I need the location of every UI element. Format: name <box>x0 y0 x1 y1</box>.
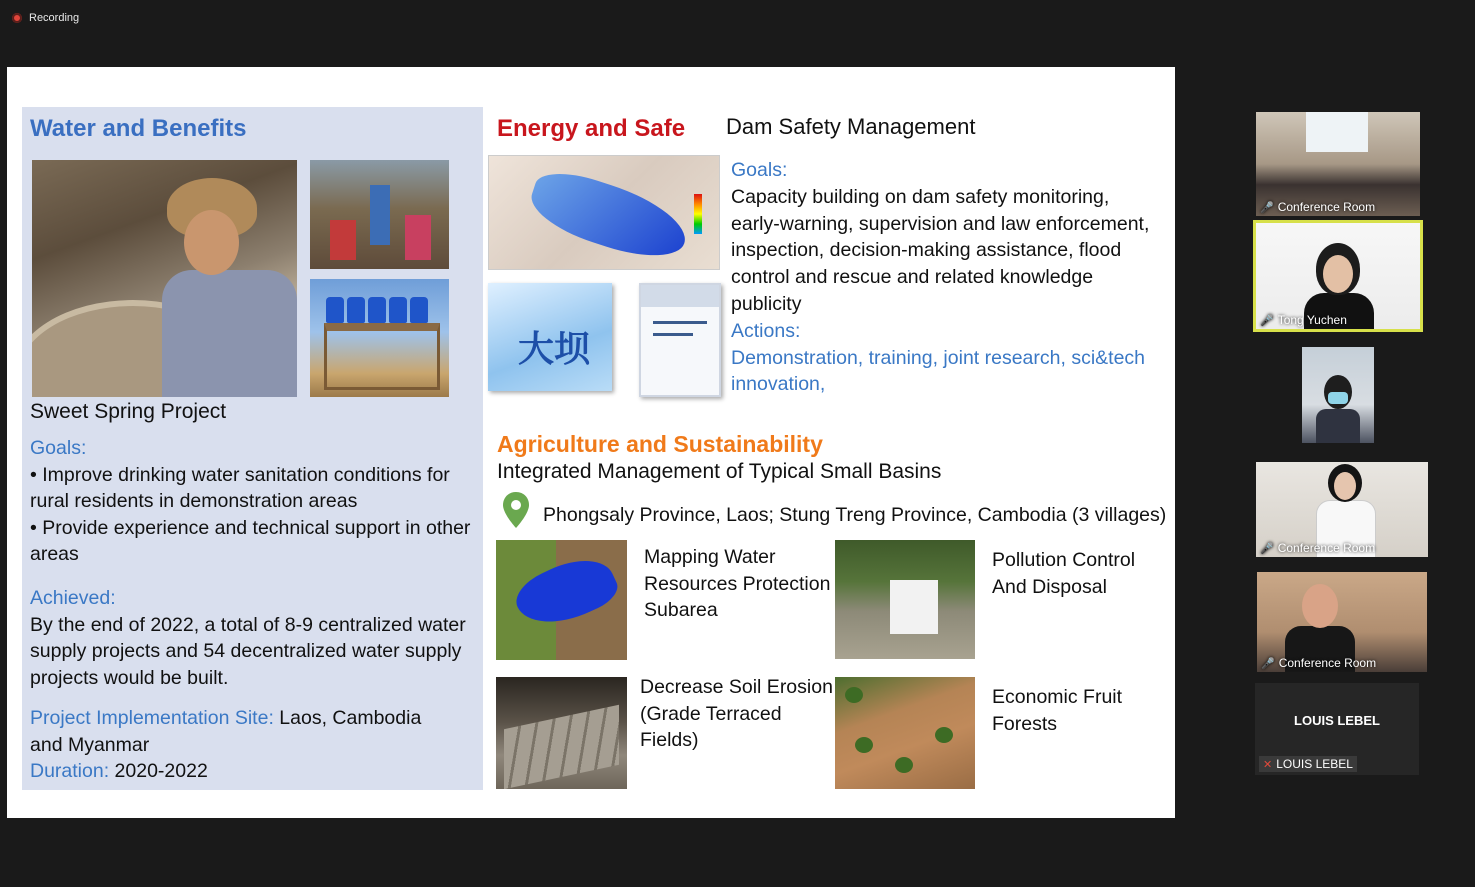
dam-actions-label: Actions: <box>731 319 801 342</box>
water-goals <box>30 435 475 568</box>
participant-name-tag: 🎤 Conference Room <box>1260 200 1376 214</box>
basin-location: Phongsaly Province, Laos; Stung Treng Province, Cambodia (3 villages) <box>543 504 1167 526</box>
dam-actions-text: Demonstration, training, joint research, sci&tech innovation, <box>731 346 1146 396</box>
water-site <box>30 705 450 758</box>
duration-label: Duration: <box>30 760 110 782</box>
dam-safety-title: Dam Safety Management <box>726 114 976 139</box>
dam-goals-text: Capacity building on dam safety monitoring, early-warning, supervision and law enforcement, inspection, decision-making assistance, flood control and rescue and related knowledge publicity <box>731 185 1150 315</box>
participant-name-tag: ✕ LOUIS LEBEL <box>1259 756 1357 772</box>
shared-slide <box>7 67 1175 818</box>
microphone-icon: 🎤 <box>1261 657 1275 670</box>
site-label: Project Implementation Site: <box>30 707 274 729</box>
agri-item-mapping: Mapping Water Resources Protection Subarea <box>644 546 831 621</box>
participant-name-tag: 🎤 Conference Room <box>1261 656 1377 670</box>
goal-item: • Provide experience and technical support in other areas <box>30 516 471 565</box>
participant-name-tag: 🎤 Tong Yuchen <box>1260 313 1347 327</box>
terrace-wall-photo <box>496 677 627 789</box>
participant-display-name: LOUIS LEBEL <box>1294 713 1380 728</box>
recording-label: Recording <box>29 12 80 24</box>
agri-item-pollution: Pollution Control And Disposal <box>992 549 1136 598</box>
microphone-muted-icon: ✕ <box>1263 758 1273 771</box>
project-title: Sweet Spring Project <box>30 400 227 423</box>
recording-dot-icon <box>12 13 22 23</box>
participant-video-tong-yuchen[interactable] <box>1253 220 1423 332</box>
participant-video-conference-room-1[interactable] <box>1256 112 1420 216</box>
energy-heading: Energy and Safe <box>497 115 686 142</box>
recording-indicator <box>12 12 79 24</box>
achieved-label: Achieved: <box>30 587 116 609</box>
agriculture-heading: Agriculture and Sustainability <box>497 431 823 457</box>
water-heading: Water and Benefits <box>30 115 247 142</box>
duration-value: 2020-2022 <box>114 760 208 782</box>
water-tanks-photo <box>310 279 449 397</box>
agri-item-erosion: Decrease Soil Erosion (Grade Terraced Fields) <box>640 676 833 751</box>
agri-item-fruit-forest: Economic Fruit Forests <box>992 686 1123 735</box>
water-achieved <box>30 585 475 691</box>
participant-tile-louis-lebel[interactable] <box>1255 683 1419 775</box>
fruit-forest-photo <box>835 677 975 789</box>
microphone-icon: 🎤 <box>1260 542 1274 555</box>
participant-name-tag: 🎤 Conference Room <box>1260 541 1376 555</box>
water-panel <box>22 107 483 790</box>
microphone-icon: 🎤 <box>1260 201 1274 214</box>
participant-video-masked-attendee[interactable] <box>1302 347 1374 443</box>
goal-item: • Improve drinking water sanitation conditions for rural residents in demonstration areas <box>30 463 450 512</box>
pollution-control-photo <box>835 540 975 659</box>
goals-label: Goals: <box>30 437 87 459</box>
woman-water-jar-photo <box>32 160 297 397</box>
participant-video-conference-room-2[interactable] <box>1256 462 1428 557</box>
dam-safety-booklet-image <box>639 283 721 397</box>
site-value: Laos, Cambodia and Myanmar <box>30 707 422 756</box>
water-pump-photo <box>310 160 449 269</box>
microphone-icon: 🎤 <box>1260 314 1274 327</box>
dam-book-cover-image: 大坝 <box>488 283 612 391</box>
reservoir-map-image <box>488 155 720 270</box>
participant-video-conference-room-3[interactable] <box>1257 572 1427 672</box>
water-duration <box>30 758 475 785</box>
dam-goals-label: Goals: <box>731 159 788 181</box>
protection-subarea-map <box>496 540 627 660</box>
location-pin-icon <box>501 490 531 530</box>
achieved-text: By the end of 2022, a total of 8-9 centralized water supply projects and 54 decentralized water supply projects would be built. <box>30 613 466 689</box>
dam-goals <box>731 157 1161 398</box>
basin-title: Integrated Management of Typical Small Basins <box>497 460 942 483</box>
